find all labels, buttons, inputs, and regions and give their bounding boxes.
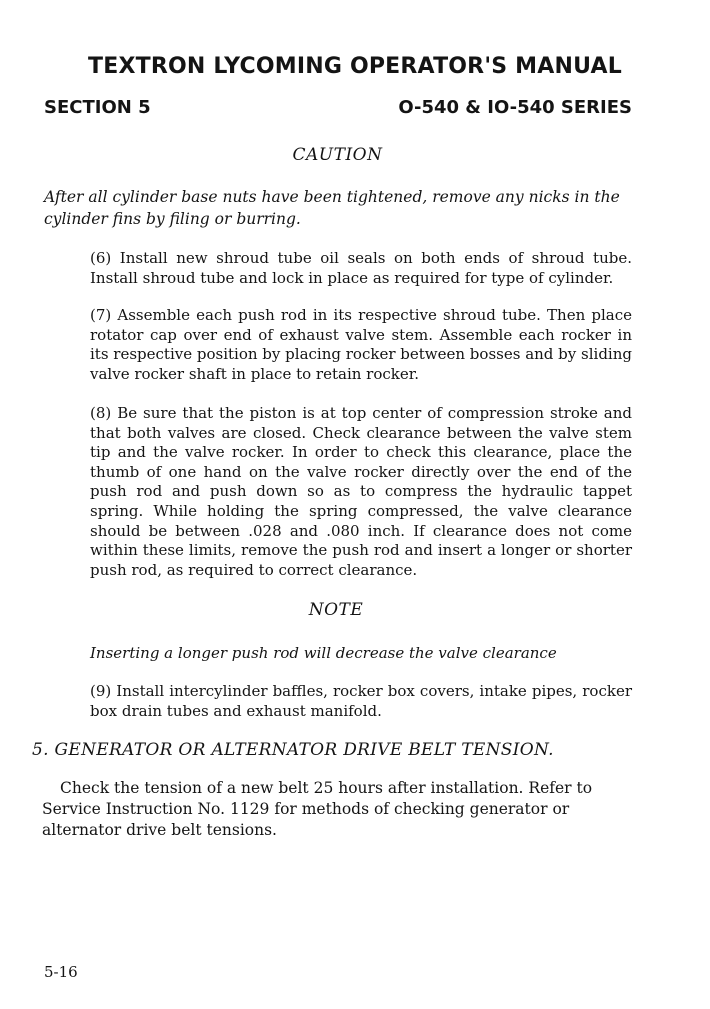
- caution-text: After all cylinder base nuts have been tightened, remove any nicks in the cylinder fins by filing or burring.: [44, 188, 620, 228]
- note-heading: NOTE: [308, 600, 364, 620]
- step-6: (6) Install new shroud tube oil seals on both ends of shroud tube. Install shroud tube and lock in place as required for type of cylinder.: [90, 249, 632, 287]
- note-text: Inserting a longer push rod will decrease the valve clearance: [90, 644, 557, 662]
- step-8: (8) Be sure that the piston is at top center of compression stroke and that both valves are closed. Check clearance between the valve stem tip and the valve rocker. In order to check this clearance, place the thumb of one hand on the valve rocker directly over the end of the push rod and push down so as to compress the hydraulic tappet spring. While holding the spring compressed, the valve clearance should be between .028 and .080 inch. If clearance does not come within these limits, remove the push rod and insert a longer or shorter push rod, as required to correct clearance.: [90, 404, 632, 579]
- page-number: 5-16: [44, 963, 78, 981]
- belt-tension-paragraph: Check the tension of a new belt 25 hours after installation. Refer to Service Instruction No. 1129 for methods of checking generator or alternator drive belt tensions.: [42, 779, 593, 839]
- manual-title: TEXTRON LYCOMING OPERATOR'S MANUAL: [88, 54, 622, 79]
- subsection-heading: 5. GENERATOR OR ALTERNATOR DRIVE BELT TENSION.: [32, 740, 554, 760]
- step-9: (9) Install intercylinder baffles, rocker box covers, intake pipes, rocker box drain tubes and exhaust manifold.: [90, 682, 632, 720]
- engine-series-label: O-540 & IO-540 SERIES: [398, 97, 632, 118]
- caution-heading: CAUTION: [292, 145, 383, 165]
- section-label: SECTION 5: [44, 97, 151, 118]
- step-7: (7) Assemble each push rod in its respective shroud tube. Then place rotator cap over end of exhaust valve stem. Assemble each rocker in its respective position by placing rocker between bosses and by sliding valve rocker shaft in place to retain rocker.: [90, 306, 632, 383]
